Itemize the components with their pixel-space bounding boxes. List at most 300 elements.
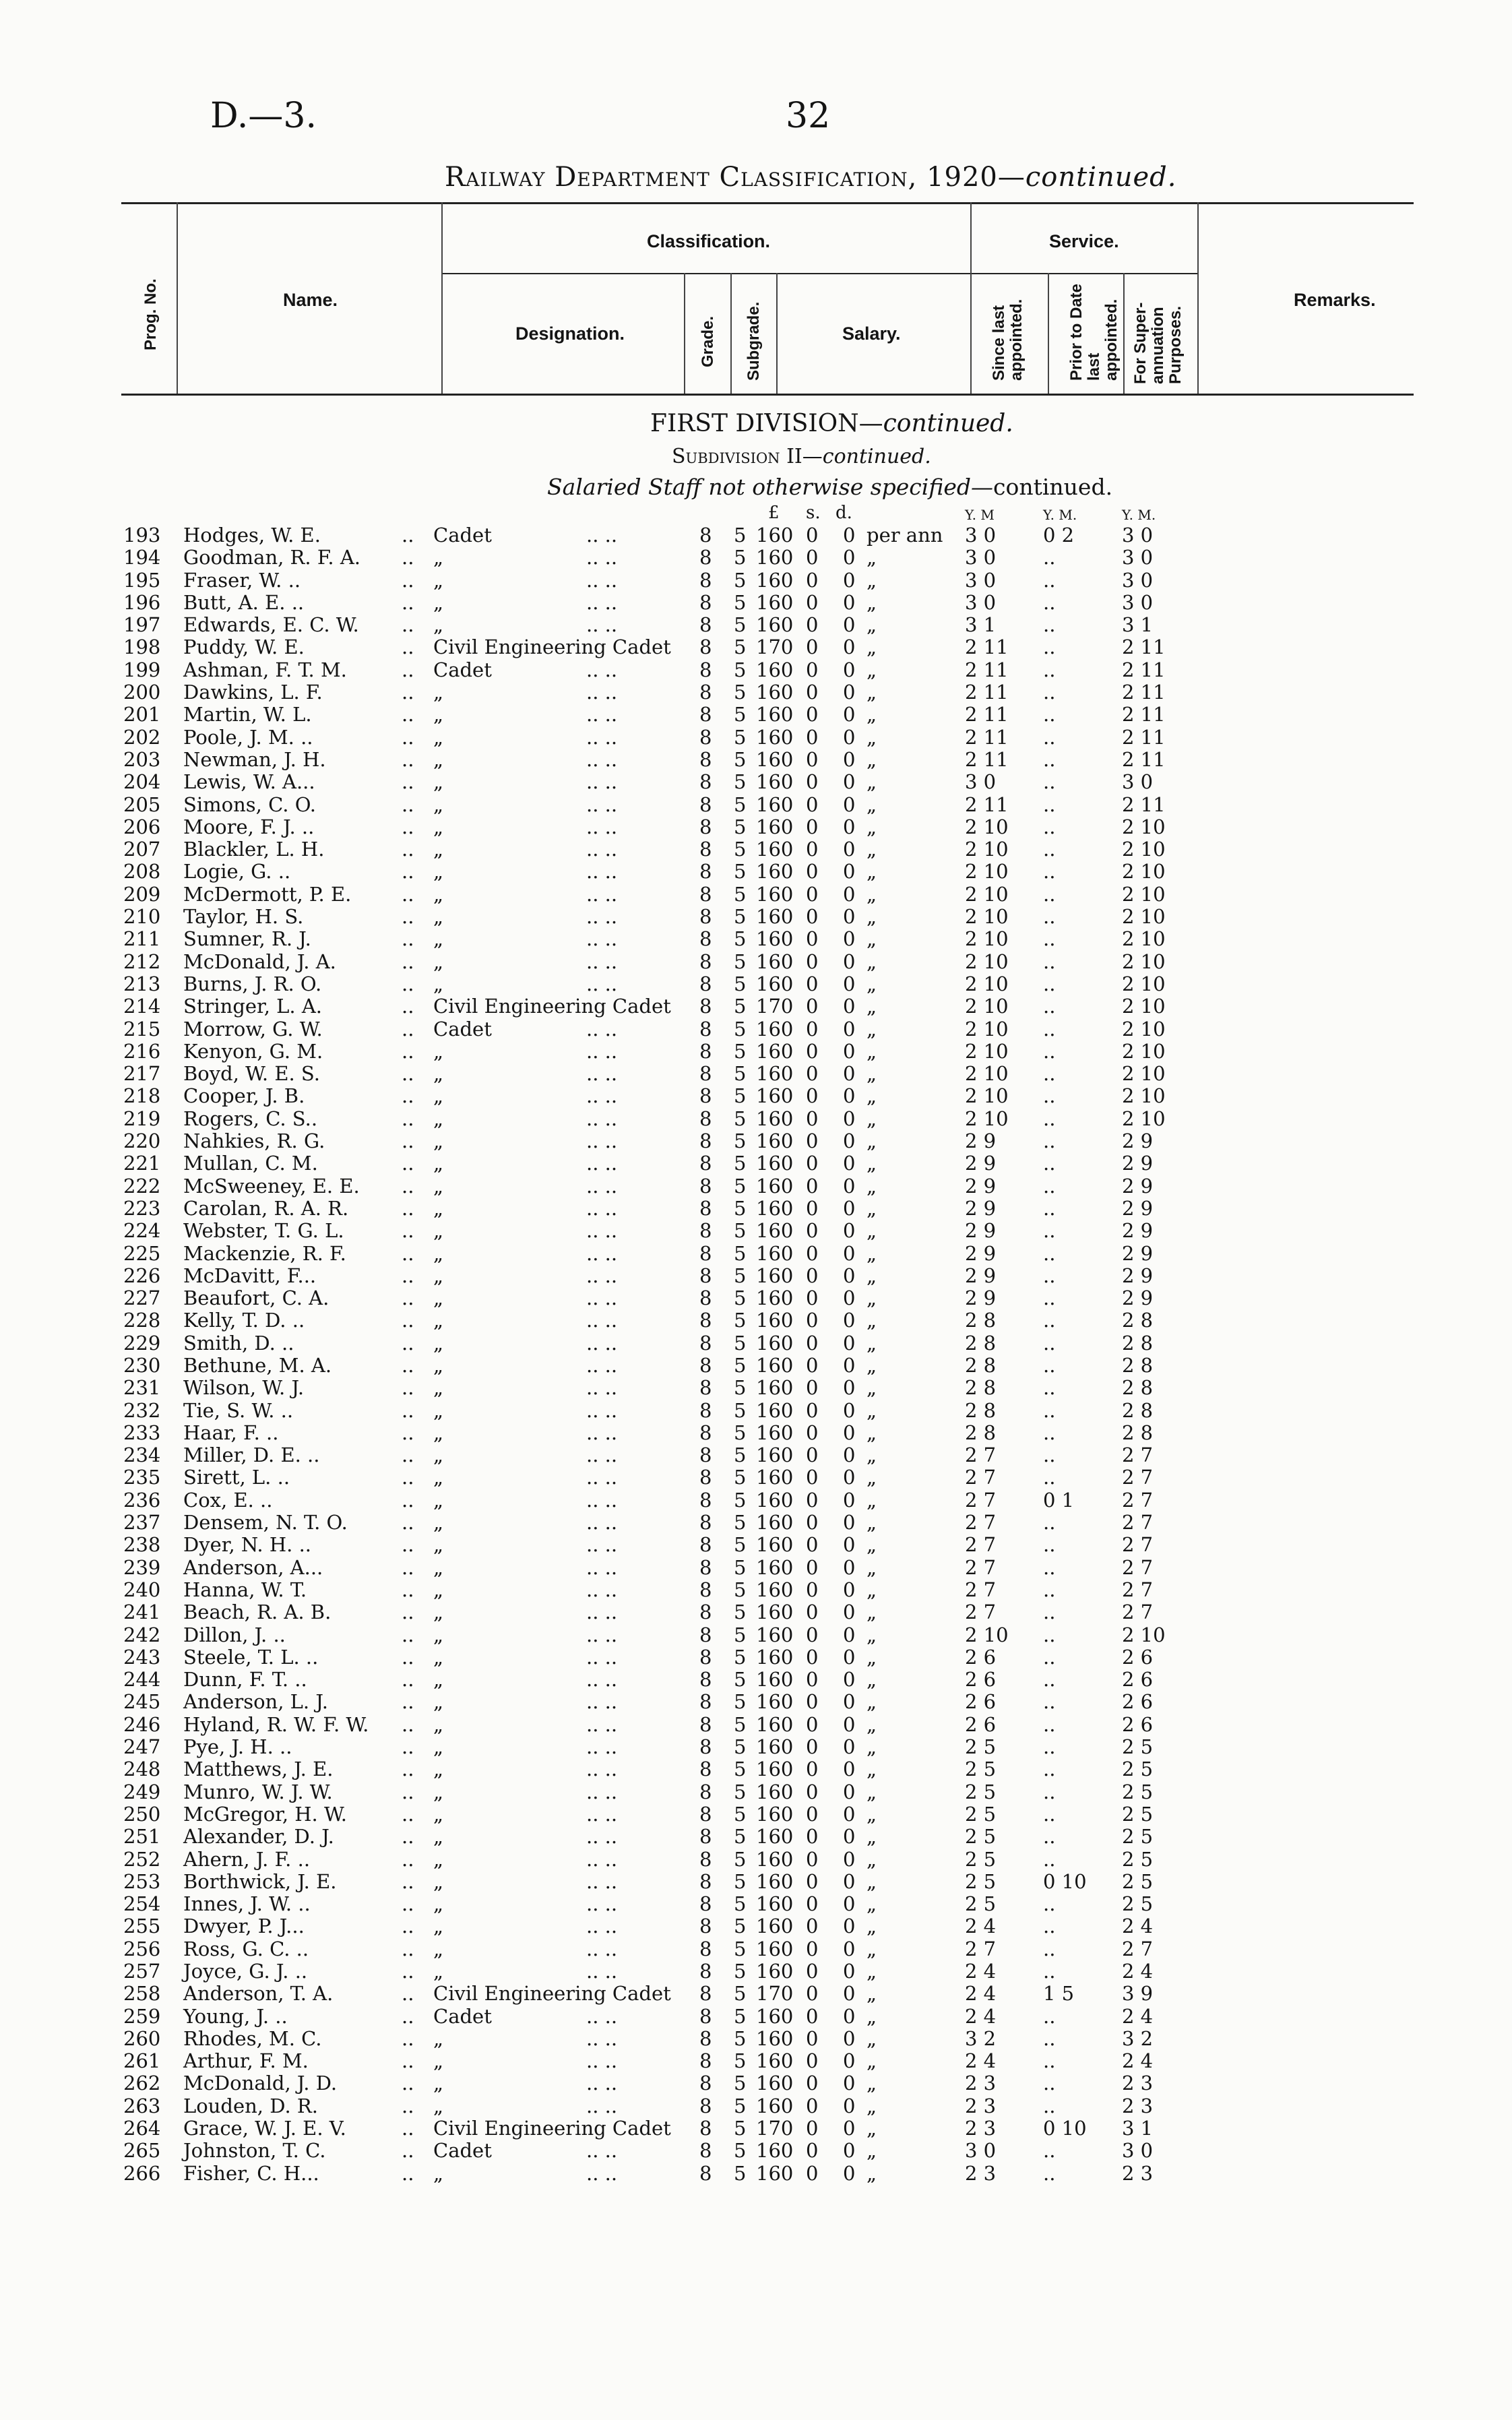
cell-salary-pence: 0	[843, 2117, 856, 2140]
cell-salary-shillings: 0	[806, 681, 819, 704]
leader-dots: ..	[402, 793, 414, 816]
leader-dots: ..	[402, 2117, 414, 2140]
cell-prog-no: 206	[123, 815, 161, 838]
cell-superannuation: 2 7	[1122, 1488, 1154, 1512]
cell-prog-no: 230	[123, 1353, 161, 1377]
leader-dots: ..	[402, 950, 414, 973]
cell-prior-to: ..	[1043, 838, 1056, 861]
cell-salary-pounds: 160	[756, 1264, 794, 1287]
unit-pence: d.	[836, 503, 852, 523]
leader-dots: .. ..	[586, 1578, 618, 1601]
cell-grade: 8	[699, 613, 712, 637]
cell-prog-no: 234	[123, 1444, 161, 1467]
leader-dots: .. ..	[586, 1398, 618, 1422]
leader-dots: .. ..	[586, 1309, 618, 1332]
cell-salary-pounds: 160	[756, 1802, 794, 1826]
cell-name: Lewis, W. A...	[183, 770, 315, 794]
cell-prior-to: ..	[1043, 1623, 1056, 1646]
col-prog-no: Prog. No.	[141, 278, 160, 350]
cell-prog-no: 224	[123, 1219, 161, 1243]
cell-designation: „	[433, 681, 444, 704]
cell-grade: 8	[699, 1466, 712, 1489]
cell-salary-pounds: 160	[756, 1712, 794, 1736]
cell-superannuation: 2 5	[1122, 1847, 1154, 1871]
leader-dots: .. ..	[586, 1376, 618, 1400]
table-row	[0, 883, 1512, 906]
cell-salary-period: „	[867, 613, 877, 637]
cell-name: Butt, A. E. ..	[183, 590, 305, 614]
cell-prior-to: ..	[1043, 1780, 1056, 1803]
table-row	[0, 1669, 1512, 1691]
col-grade: Grade.	[699, 315, 717, 367]
cell-grade: 8	[699, 1174, 712, 1198]
leader-dots: ..	[402, 2072, 414, 2095]
cell-prior-to: ..	[1043, 1466, 1056, 1489]
cell-superannuation: 2 3	[1122, 2161, 1154, 2185]
leader-dots: ..	[402, 1196, 414, 1220]
leader-dots: .. ..	[586, 1533, 618, 1557]
cell-salary-pence: 0	[843, 1623, 856, 1646]
cell-designation: „	[433, 1444, 444, 1467]
leader-dots: ..	[402, 1286, 414, 1310]
cell-salary-pence: 0	[843, 1533, 856, 1557]
cell-designation: „	[433, 838, 444, 861]
cell-designation: „	[433, 1241, 444, 1265]
cell-name: Dunn, F. T. ..	[183, 1668, 307, 1692]
cell-grade: 8	[699, 1286, 712, 1310]
cell-salary-pounds: 160	[756, 770, 794, 794]
cell-subgrade: 5	[734, 1712, 747, 1736]
cell-salary-pounds: 170	[756, 635, 794, 659]
cell-name: Anderson, L. J.	[183, 1690, 328, 1714]
cell-grade: 8	[699, 1129, 712, 1153]
cell-prior-to: ..	[1043, 1511, 1056, 1534]
cell-superannuation: 2 6	[1122, 1668, 1154, 1692]
cell-prior-to: ..	[1043, 1892, 1056, 1916]
cell-designation: Civil Engineering Cadet	[433, 2117, 671, 2140]
cell-salary-period: „	[867, 1353, 877, 1377]
table-row	[0, 1422, 1512, 1444]
cell-salary-pence: 0	[843, 1825, 856, 1849]
cell-grade: 8	[699, 1668, 712, 1692]
cell-salary-period: „	[867, 860, 877, 883]
cell-superannuation: 2 8	[1122, 1421, 1154, 1444]
leader-dots: ..	[402, 1084, 414, 1108]
table-row	[0, 2163, 1512, 2185]
cell-grade: 8	[699, 1017, 712, 1041]
cell-salary-pounds: 170	[756, 1982, 794, 2006]
cell-prog-no: 239	[123, 1555, 161, 1579]
table-row	[0, 1534, 1512, 1556]
cell-salary-pounds: 160	[756, 950, 794, 973]
cell-prior-to: ..	[1043, 681, 1056, 704]
cell-prog-no: 203	[123, 747, 161, 771]
cell-since-last: 2 9	[965, 1196, 997, 1220]
cell-prior-to: ..	[1043, 1847, 1056, 1871]
table-row	[0, 614, 1512, 636]
cell-since-last: 2 8	[965, 1353, 997, 1377]
cell-grade: 8	[699, 2094, 712, 2117]
leader-dots: .. ..	[586, 1937, 618, 1960]
cell-designation: „	[433, 1601, 444, 1624]
cell-designation: „	[433, 1286, 444, 1310]
cell-salary-shillings: 0	[806, 1421, 819, 1444]
cell-salary-period: „	[867, 1712, 877, 1736]
cell-salary-shillings: 0	[806, 1084, 819, 1108]
cell-since-last: 2 9	[965, 1152, 997, 1175]
cell-prior-to: ..	[1043, 1398, 1056, 1422]
leader-dots: ..	[402, 1802, 414, 1826]
table-row	[0, 1085, 1512, 1107]
cell-since-last: 2 10	[965, 815, 1009, 838]
table-row	[0, 1243, 1512, 1265]
cell-designation: „	[433, 1331, 444, 1355]
cell-superannuation: 2 6	[1122, 1645, 1154, 1669]
cell-salary-pence: 0	[843, 1174, 856, 1198]
cell-prog-no: 196	[123, 590, 161, 614]
cell-subgrade: 5	[734, 838, 747, 861]
cell-salary-shillings: 0	[806, 635, 819, 659]
cell-salary-pence: 0	[843, 1578, 856, 1601]
table-row	[0, 636, 1512, 658]
cell-subgrade: 5	[734, 2026, 747, 2050]
cell-salary-period: „	[867, 770, 877, 794]
cell-since-last: 2 6	[965, 1645, 997, 1669]
cell-name: Dawkins, L. F.	[183, 681, 323, 704]
cell-grade: 8	[699, 1847, 712, 1871]
cell-name: Martin, W. L.	[183, 703, 312, 726]
cell-name: Edwards, E. C. W.	[183, 613, 359, 637]
cell-salary-pounds: 160	[756, 1421, 794, 1444]
cell-salary-shillings: 0	[806, 1129, 819, 1153]
cell-subgrade: 5	[734, 1735, 747, 1759]
cell-name: Tie, S. W. ..	[183, 1398, 294, 1422]
cell-prog-no: 216	[123, 1039, 161, 1063]
leader-dots: .. ..	[586, 2094, 618, 2117]
cell-superannuation: 2 4	[1122, 2004, 1154, 2028]
cell-prior-to: ..	[1043, 1353, 1056, 1377]
cell-prior-to: ..	[1043, 1578, 1056, 1601]
cell-salary-pounds: 160	[756, 1847, 794, 1871]
cell-name: Stringer, L. A.	[183, 995, 323, 1018]
leader-dots: ..	[402, 860, 414, 883]
cell-prog-no: 257	[123, 1960, 161, 1983]
cell-superannuation: 2 10	[1122, 1039, 1166, 1063]
cell-salary-shillings: 0	[806, 1758, 819, 1781]
cell-designation: „	[433, 1353, 444, 1377]
cell-superannuation: 3 0	[1122, 546, 1154, 569]
cell-grade: 8	[699, 1937, 712, 1960]
cell-salary-pence: 0	[843, 860, 856, 883]
cell-designation: „	[433, 1376, 444, 1400]
cell-since-last: 2 6	[965, 1668, 997, 1692]
cell-since-last: 2 7	[965, 1488, 997, 1512]
cell-subgrade: 5	[734, 1533, 747, 1557]
staff-continued: continued.	[993, 474, 1113, 500]
cell-salary-pounds: 160	[756, 1398, 794, 1422]
staff-table	[0, 524, 1512, 2185]
cell-salary-shillings: 0	[806, 1264, 819, 1287]
table-row	[0, 1938, 1512, 1960]
cell-superannuation: 2 6	[1122, 1712, 1154, 1736]
cell-salary-shillings: 0	[806, 815, 819, 838]
cell-superannuation: 2 10	[1122, 950, 1166, 973]
cell-salary-pence: 0	[843, 1960, 856, 1983]
cell-salary-pence: 0	[843, 1668, 856, 1692]
col-prior-to: Prior to Date last appointed.	[1067, 283, 1121, 381]
cell-name: Smith, D. ..	[183, 1331, 294, 1355]
cell-salary-pence: 0	[843, 2139, 856, 2163]
cell-subgrade: 5	[734, 635, 747, 659]
cell-subgrade: 5	[734, 524, 747, 547]
cell-grade: 8	[699, 1196, 712, 1220]
cell-since-last: 3 0	[965, 568, 997, 592]
cell-designation: „	[433, 703, 444, 726]
cell-prog-no: 220	[123, 1129, 161, 1153]
cell-designation: „	[433, 1309, 444, 1332]
cell-salary-pence: 0	[843, 1062, 856, 1086]
table-row	[0, 1781, 1512, 1803]
col-salary: Salary.	[842, 323, 901, 344]
cell-salary-pounds: 160	[756, 1241, 794, 1265]
cell-salary-period: „	[867, 1241, 877, 1265]
leader-dots: ..	[402, 568, 414, 592]
cell-salary-pence: 0	[843, 1712, 856, 1736]
leader-dots: ..	[402, 1712, 414, 1736]
cell-designation: „	[433, 882, 444, 906]
cell-salary-shillings: 0	[806, 972, 819, 995]
cell-salary-period: „	[867, 1982, 877, 2006]
unit-shilling: s.	[806, 503, 821, 523]
cell-salary-pounds: 160	[756, 2094, 794, 2117]
cell-prog-no: 205	[123, 793, 161, 816]
cell-salary-period: „	[867, 1219, 877, 1243]
cell-since-last: 2 5	[965, 1847, 997, 1871]
cell-salary-pence: 0	[843, 1892, 856, 1916]
cell-salary-period: „	[867, 1107, 877, 1130]
cell-prog-no: 252	[123, 1847, 161, 1871]
leader-dots: .. ..	[586, 1668, 618, 1692]
cell-prior-to: ..	[1043, 1129, 1056, 1153]
cell-name: Young, J. ..	[183, 2004, 288, 2028]
cell-salary-pounds: 160	[756, 972, 794, 995]
cell-prior-to: ..	[1043, 793, 1056, 816]
cell-salary-pounds: 160	[756, 1601, 794, 1624]
cell-salary-pence: 0	[843, 1847, 856, 1871]
cell-since-last: 3 0	[965, 524, 997, 547]
cell-grade: 8	[699, 1421, 712, 1444]
cell-salary-period: „	[867, 1084, 877, 1108]
cell-prog-no: 262	[123, 2072, 161, 2095]
cell-subgrade: 5	[734, 1309, 747, 1332]
cell-salary-pounds: 160	[756, 1578, 794, 1601]
cell-since-last: 2 4	[965, 2004, 997, 2028]
cell-name: Fisher, C. H...	[183, 2161, 319, 2185]
cell-salary-shillings: 0	[806, 1398, 819, 1422]
cell-since-last: 2 5	[965, 1869, 997, 1893]
cell-salary-pounds: 160	[756, 1668, 794, 1692]
cell-grade: 8	[699, 1264, 712, 1287]
divider	[1048, 273, 1049, 394]
leader-dots: .. ..	[586, 2072, 618, 2095]
cell-superannuation: 2 9	[1122, 1129, 1154, 1153]
cell-salary-shillings: 0	[806, 1286, 819, 1310]
cell-grade: 8	[699, 2004, 712, 2028]
cell-name: Ahern, J. F. ..	[183, 1847, 311, 1871]
cell-superannuation: 2 7	[1122, 1601, 1154, 1624]
cell-salary-pounds: 160	[756, 590, 794, 614]
cell-prog-no: 235	[123, 1466, 161, 1489]
cell-name: Johnston, T. C.	[183, 2139, 326, 2163]
table-row	[0, 2140, 1512, 2162]
leader-dots: .. ..	[586, 838, 618, 861]
table-row	[0, 1512, 1512, 1534]
cell-superannuation: 2 10	[1122, 972, 1166, 995]
cell-designation: „	[433, 1645, 444, 1669]
table-row	[0, 1489, 1512, 1512]
cell-grade: 8	[699, 1107, 712, 1130]
cell-prog-no: 201	[123, 703, 161, 726]
leader-dots: .. ..	[586, 1039, 618, 1063]
cell-salary-pence: 0	[843, 1690, 856, 1714]
leader-dots: ..	[402, 1062, 414, 1086]
leader-dots: .. ..	[586, 1421, 618, 1444]
cell-prior-to: ..	[1043, 995, 1056, 1018]
leader-dots: ..	[402, 2049, 414, 2073]
cell-salary-period: „	[867, 995, 877, 1018]
cell-prog-no: 194	[123, 546, 161, 569]
cell-salary-shillings: 0	[806, 725, 819, 749]
cell-superannuation: 2 5	[1122, 1802, 1154, 1826]
cell-since-last: 2 5	[965, 1825, 997, 1849]
cell-grade: 8	[699, 1825, 712, 1849]
section-staff	[547, 474, 1112, 500]
cell-prior-to: ..	[1043, 1264, 1056, 1287]
table-row	[0, 2117, 1512, 2140]
cell-salary-pence: 0	[843, 613, 856, 637]
cell-subgrade: 5	[734, 1511, 747, 1534]
cell-salary-period: „	[867, 1915, 877, 1938]
cell-prior-to: ..	[1043, 1444, 1056, 1467]
cell-salary-period: „	[867, 1331, 877, 1355]
cell-prog-no: 246	[123, 1712, 161, 1736]
cell-grade: 8	[699, 1488, 712, 1512]
cell-salary-pence: 0	[843, 1353, 856, 1377]
cell-salary-period: per ann	[867, 524, 943, 547]
cell-salary-pounds: 160	[756, 1869, 794, 1893]
cell-designation: „	[433, 950, 444, 973]
cell-superannuation: 2 9	[1122, 1219, 1154, 1243]
leader-dots: ..	[402, 1937, 414, 1960]
cell-subgrade: 5	[734, 860, 747, 883]
table-row	[0, 1444, 1512, 1466]
cell-prog-no: 242	[123, 1623, 161, 1646]
cell-since-last: 2 9	[965, 1174, 997, 1198]
cell-salary-pounds: 160	[756, 1376, 794, 1400]
cell-prior-to: ..	[1043, 1601, 1056, 1624]
cell-name: Sirett, L. ..	[183, 1466, 290, 1489]
cell-salary-shillings: 0	[806, 1533, 819, 1557]
cell-salary-pounds: 160	[756, 2049, 794, 2073]
running-title-main: Railway Department Classification, 1920—	[445, 162, 1026, 193]
cell-subgrade: 5	[734, 1623, 747, 1646]
cell-salary-shillings: 0	[806, 2004, 819, 2028]
cell-salary-pounds: 160	[756, 1780, 794, 1803]
cell-prog-no: 218	[123, 1084, 161, 1108]
cell-since-last: 2 3	[965, 2161, 997, 2185]
cell-name: Ashman, F. T. M.	[183, 658, 347, 681]
cell-subgrade: 5	[734, 1376, 747, 1400]
cell-salary-shillings: 0	[806, 1578, 819, 1601]
cell-prior-to: ..	[1043, 1286, 1056, 1310]
cell-salary-pence: 0	[843, 1466, 856, 1489]
cell-salary-period: „	[867, 2117, 877, 2140]
cell-prog-no: 249	[123, 1780, 161, 1803]
cell-grade: 8	[699, 1219, 712, 1243]
leader-dots: .. ..	[586, 1264, 618, 1287]
table-row	[0, 2095, 1512, 2117]
cell-salary-shillings: 0	[806, 1174, 819, 1198]
cell-since-last: 2 11	[965, 681, 1009, 704]
cell-superannuation: 2 9	[1122, 1286, 1154, 1310]
cell-prior-to: ..	[1043, 1937, 1056, 1960]
cell-salary-pence: 0	[843, 524, 856, 547]
col-superannuation: For Super-annuation Purposes.	[1131, 302, 1185, 384]
cell-designation: „	[433, 927, 444, 951]
table-row	[0, 928, 1512, 950]
leader-dots: ..	[402, 546, 414, 569]
cell-grade: 8	[699, 995, 712, 1018]
leader-dots: .. ..	[586, 1196, 618, 1220]
leader-dots: ..	[402, 995, 414, 1018]
subdivision-continued: continued.	[822, 445, 931, 468]
cell-designation: „	[433, 1039, 444, 1063]
cell-salary-shillings: 0	[806, 1039, 819, 1063]
cell-salary-pounds: 170	[756, 995, 794, 1018]
cell-grade: 8	[699, 1555, 712, 1579]
section-subdivision	[672, 445, 931, 468]
leader-dots: .. ..	[586, 1825, 618, 1849]
cell-superannuation: 3 2	[1122, 2026, 1154, 2050]
cell-salary-period: „	[867, 590, 877, 614]
cell-salary-shillings: 0	[806, 1376, 819, 1400]
running-title-continued: continued.	[1025, 162, 1177, 193]
cell-since-last: 2 4	[965, 2049, 997, 2073]
cell-designation: „	[433, 1107, 444, 1130]
table-row	[0, 1624, 1512, 1646]
cell-salary-pounds: 160	[756, 2004, 794, 2028]
leader-dots: .. ..	[586, 590, 618, 614]
cell-designation: „	[433, 725, 444, 749]
leader-dots: ..	[402, 1847, 414, 1871]
cell-salary-pounds: 160	[756, 546, 794, 569]
cell-grade: 8	[699, 681, 712, 704]
cell-since-last: 2 3	[965, 2072, 997, 2095]
unit-prior: Y. M.	[1043, 507, 1077, 523]
cell-salary-pence: 0	[843, 1421, 856, 1444]
cell-prior-to: ..	[1043, 860, 1056, 883]
cell-name: Beaufort, C. A.	[183, 1286, 329, 1310]
cell-subgrade: 5	[734, 1017, 747, 1041]
cell-since-last: 2 7	[965, 1601, 997, 1624]
leader-dots: .. ..	[586, 905, 618, 929]
cell-salary-pounds: 160	[756, 793, 794, 816]
leader-dots: ..	[402, 1645, 414, 1669]
leader-dots: ..	[402, 1039, 414, 1063]
cell-prior-to: ..	[1043, 1107, 1056, 1130]
cell-salary-period: „	[867, 2026, 877, 2050]
cell-salary-period: „	[867, 1578, 877, 1601]
